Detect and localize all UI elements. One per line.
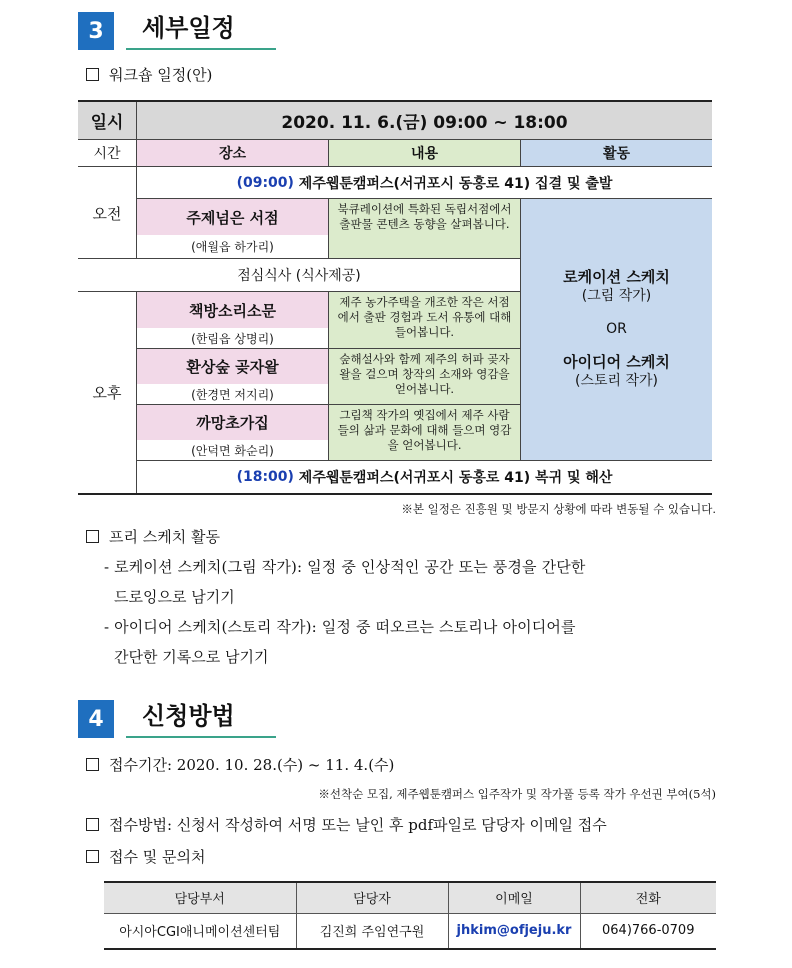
contact-header-row [104, 882, 716, 913]
pm-label: 오후 [92, 384, 122, 402]
col-place-header: 장소 [136, 140, 328, 167]
place-1-desc: 북큐레이션에 특화된 독립서점에서 출판물 콘텐츠 동향을 살펴봅니다. [328, 199, 520, 259]
workshop-label [86, 64, 212, 85]
end-row [136, 461, 712, 493]
place-addr: (한림읍 상명리) [191, 331, 274, 346]
place-addr: (안덕면 화순리) [191, 443, 274, 458]
free-sketch-item-2-cont: 간단한 기록으로 남기기 [114, 648, 269, 666]
place-2-name [136, 292, 328, 328]
section-number: 3 [78, 12, 114, 50]
place-name: 까망초가집 [196, 414, 269, 432]
free-sketch-item-2: - 아이디어 스케치(스토리 작가): 일정 중 떠오르는 스토리나 아이디어를 [104, 618, 576, 636]
contact-email-link[interactable]: jhkim@ofjeju.kr [448, 913, 580, 949]
place-3-desc: 숲해설사와 함께 제주의 허파 곶자왈을 걸으며 창작의 소재와 영감을 얻어봅니다. [328, 349, 520, 405]
activity-2-title: 아이디어 스케치 [563, 353, 670, 371]
checkbox-icon [86, 530, 99, 543]
apply-period-note: ※선착순 모집, 제주웹툰캠퍼스 입주작가 및 작가풀 등록 작가 우선권 부여(5석) [318, 787, 716, 801]
header-person: 담당자 [296, 882, 448, 913]
start-time: (09:00) [236, 174, 294, 191]
apply-contact-label-text: 접수 및 문의처 [109, 848, 206, 866]
free-sketch-item-1-cont: 드로잉으로 남기기 [114, 588, 235, 606]
section-4-header [78, 698, 276, 738]
am-label: 오전 [78, 167, 136, 259]
place-name: 주제넘은 서점 [186, 208, 279, 227]
activity-1-sub: (그림 작가) [581, 288, 652, 304]
place-addr: (한경면 저지리) [191, 387, 274, 402]
contact-person: 김진희 주임연구원 [296, 913, 448, 949]
place-1-name [136, 199, 328, 235]
contact-dept: 아시아CGI애니메이션센터팀 [104, 913, 296, 949]
free-sketch-label-text: 프리 스케치 활동 [109, 528, 220, 546]
checkbox-icon [86, 818, 99, 831]
place-addr: (애월읍 하가리) [191, 240, 274, 254]
checkbox-icon [86, 758, 99, 771]
section-3-header [78, 10, 276, 50]
activity-cell [520, 199, 712, 461]
place-3-addr [136, 384, 328, 405]
col-activity-header: 활동 [520, 140, 712, 167]
section-number: 4 [78, 700, 114, 738]
place-4-desc: 그림책 작가의 옛집에서 제주 사람들의 삶과 문화에 대해 들으며 영감을 얻어봅니다. [328, 405, 520, 461]
contact-phone: 064)766-0709 [580, 913, 716, 949]
workshop-label-text: 워크숍 일정(안) [109, 66, 213, 84]
apply-period-text: 접수기간: 2020. 10. 28.(수) ~ 11. 4.(수) [109, 756, 395, 774]
place-2-desc: 제주 농가주택을 개조한 작은 서점에서 출판 경험과 도서 유통에 대해 들어봅니다. [328, 292, 520, 349]
header-email: 이메일 [448, 882, 580, 913]
checkbox-icon [86, 850, 99, 863]
section-title: 세부일정 [126, 10, 276, 50]
schedule-note: ※본 일정은 진흥원 및 방문지 상황에 따라 변동될 수 있습니다. [401, 502, 716, 516]
end-time: (18:00) [236, 469, 294, 485]
place-1-addr [136, 235, 328, 259]
place-2-addr [136, 328, 328, 349]
apply-contact-label [86, 846, 205, 867]
activity-1-title: 로케이션 스케치 [563, 268, 670, 286]
checkbox-icon [86, 68, 99, 81]
apply-method-text: 접수방법: 신청서 작성하여 서명 또는 날인 후 pdf파일로 담당자 이메일 접수 [109, 816, 607, 834]
table-bottom-border [78, 493, 712, 495]
activity-2-sub: (스토리 작가) [575, 373, 658, 389]
place-4-addr [136, 440, 328, 461]
place-4-name [136, 405, 328, 440]
col-content-header: 내용 [328, 140, 520, 167]
start-row [136, 167, 712, 199]
place-name: 환상숲 곶자왈 [186, 358, 279, 376]
free-sketch-label [86, 526, 220, 547]
place-3-name [136, 349, 328, 384]
section-title: 신청방법 [126, 698, 276, 738]
header-dept: 담당부서 [104, 882, 296, 913]
apply-period [86, 754, 394, 775]
date-value: 2020. 11. 6.(금) 09:00 ~ 18:00 [136, 102, 712, 140]
place-name: 책방소리소문 [189, 301, 276, 320]
col-time-header: 시간 [78, 140, 136, 167]
activity-or: OR [606, 321, 627, 337]
table-row [104, 913, 716, 949]
date-label: 일시 [78, 102, 136, 140]
start-text: 제주웹툰캠퍼스(서귀포시 동홍로 41) 집결 및 출발 [293, 175, 613, 192]
lunch-row: 점심식사 (식사제공) [78, 259, 520, 292]
end-text: 제주웹툰캠퍼스(서귀포시 동홍로 41) 복귀 및 해산 [293, 470, 613, 486]
free-sketch-item-1: - 로케이션 스케치(그림 작가): 일정 중 인상적인 공간 또는 풍경을 간단한 [104, 558, 586, 576]
header-phone: 전화 [580, 882, 716, 913]
apply-method [86, 814, 607, 835]
contact-table [104, 881, 716, 950]
